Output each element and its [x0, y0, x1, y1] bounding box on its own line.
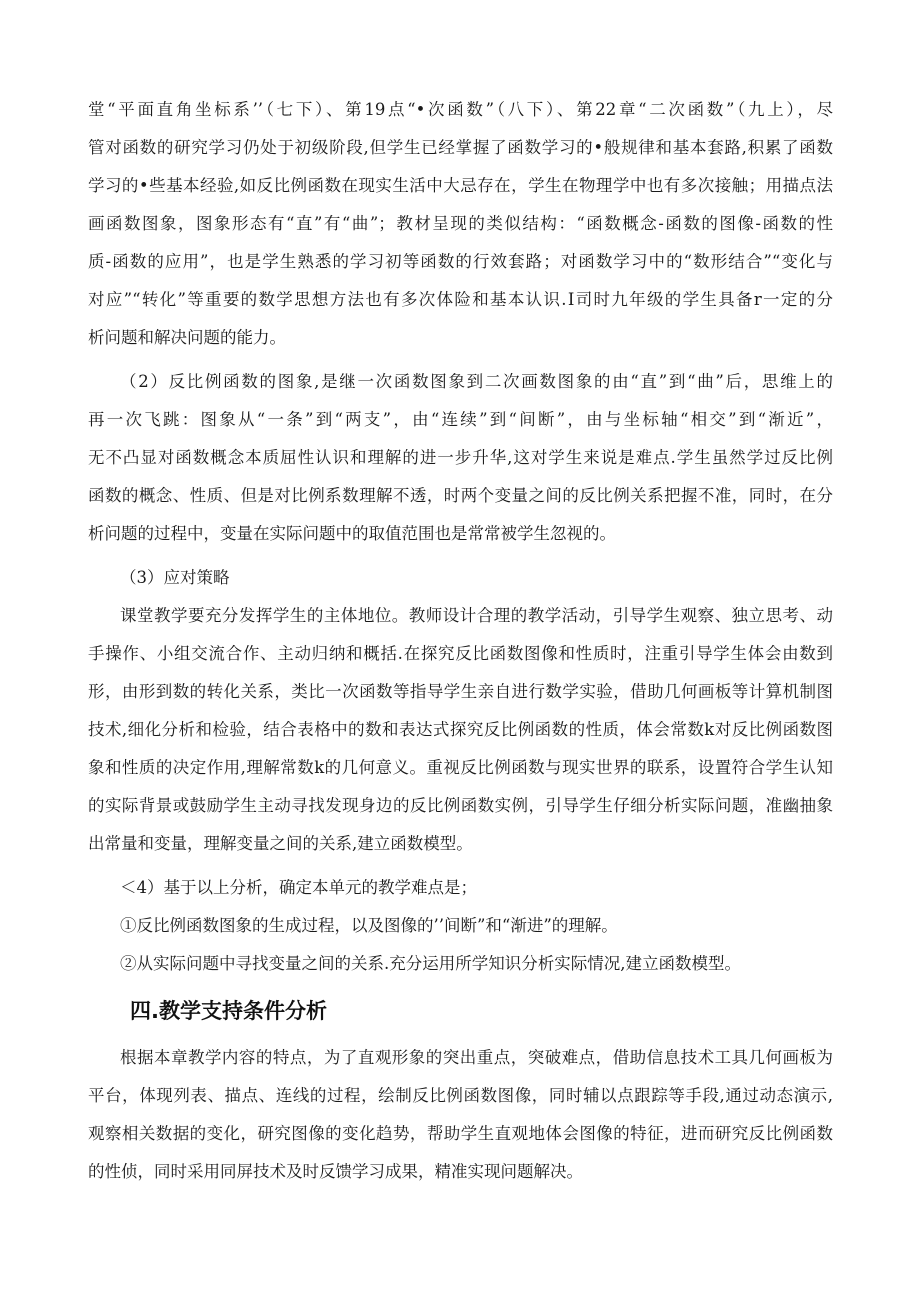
paragraph-3-line-1: 课堂教学要充分发挥学生的主体地位。教师设计合理的教学活动，引导学生观察、独立思考、动: [120, 606, 833, 625]
paragraph-5-line-4: 的性侦，同时采用同屏技术及时反馈学习成果，精准实现问题解决。: [88, 1162, 583, 1181]
difficulty-item-2: ②从实际问题中寻找变量之间的关系.充分运用所学知识分析实际情况,建立函数模型。: [120, 954, 741, 973]
paragraph-1-line-6: 对应”“转化”等重要的数学思想方法也有多次体险和基本认识.Ⅰ司时九年级的学生具备r一定的分: [88, 290, 833, 309]
paragraph-1-line-2: 管对函数的研究学习仍处于初级阶段,但学生已经掌握了函数学习的•般规律和基本套路,积累了函数: [88, 138, 833, 157]
paragraph-3-line-7: 出常量和变量，理解变量之间的关系,建立函数模型。: [88, 834, 473, 853]
section-heading: 四.教学支持条件分析: [130, 999, 327, 1023]
paragraph-3-line-4: 技术,细化分析和检验，结合表格中的数和表达式探究反比例函数的性质，体会常数k对反比例函数图: [88, 720, 833, 739]
paragraph-2-line-2: 再一次飞跳：图象从“一条”到“两支”，由“连续”到“间断”，由与坐标轴“相交”到“渐近”，: [88, 410, 833, 429]
subsection-4-title: ＜4）基于以上分析，确定本单元的教学难点是；: [120, 878, 477, 897]
paragraph-3-line-3: 形，由形到数的转化关系，类比一次函数等指导学生亲自进行数学实验，借助几何画板等计算机制图: [88, 682, 833, 701]
paragraph-5-line-1: 根据本章教学内容的特点，为了直观形象的突出重点，突破难点，借助信息技术工具几何画板为: [120, 1048, 833, 1067]
paragraph-1-line-7: 析问题和解决问题的能力。: [88, 328, 286, 347]
paragraph-5-line-2: 平台，体现列表、描点、连线的过程，绘制反比例函数图像，同时辅以点跟踪等手段,通过动态演示,: [88, 1086, 833, 1105]
difficulty-item-1: ①反比例函数图象的生成过程，以及图像的’’间断”和“渐进”的理解。: [120, 916, 618, 935]
paragraph-2-line-5: 析问题的过程中，变量在实际问题中的取值范围也是常常被学生忽视的。: [88, 524, 616, 543]
paragraph-3-line-2: 手操作、小组交流合作、主动归纳和概括.在探究反比函数图像和性质时，注重引导学生体会由数到: [88, 644, 833, 663]
paragraph-2-line-4: 函数的概念、性质、但是对比例系数理解不透，时两个变量之间的反比例关系把握不准，同时，在分: [88, 486, 833, 505]
paragraph-1-line-1: 堂“平面直角坐标系’’（七下）、第19点“•次函数”（八下）、第22章“二次函数”（九上），尽: [88, 100, 833, 119]
paragraph-1-line-5: 质-函数的应用”，也是学生熟悉的学习初等函数的行效套路；对函数学习中的“数形结合”“变化与: [88, 252, 833, 271]
paragraph-1-line-4: 画函数图象，图象形态有“直”有“曲”；教材呈现的类似结构：“函数概念-函数的图像-函数的性: [88, 214, 833, 233]
paragraph-5-line-3: 观察相关数据的变化，研究图像的变化趋势，帮助学生直观地体会图像的特征，进而研究反比例函数: [88, 1124, 833, 1143]
paragraph-3-line-5: 象和性质的决定作用,理解常数k的几何意义。重视反比例函数与现实世界的联系，设置符合学生认知: [88, 758, 833, 777]
paragraph-3-line-6: 的实际背景或鼓励学生主动寻找发现身边的反比例函数实例，引导学生仔细分析实际问题，准幽抽象: [88, 796, 833, 815]
paragraph-2-line-3: 无不凸显对函数概念本质屈性认识和理解的进一步升华,这对学生来说是难点.学生虽然学过反比例: [88, 448, 833, 467]
paragraph-2-line-1: （2）反比例函数的图象,是继一次函数图象到二次画数图象的由“直”到“曲”后，思维上的: [120, 372, 833, 391]
paragraph-1-line-3: 学习的•些基本经验,如反比例函数在现实生活中大忌存在，学生在物理学中也有多次接触；用描点法: [88, 176, 833, 195]
subsection-3-title: （3）应对策略: [120, 568, 230, 587]
